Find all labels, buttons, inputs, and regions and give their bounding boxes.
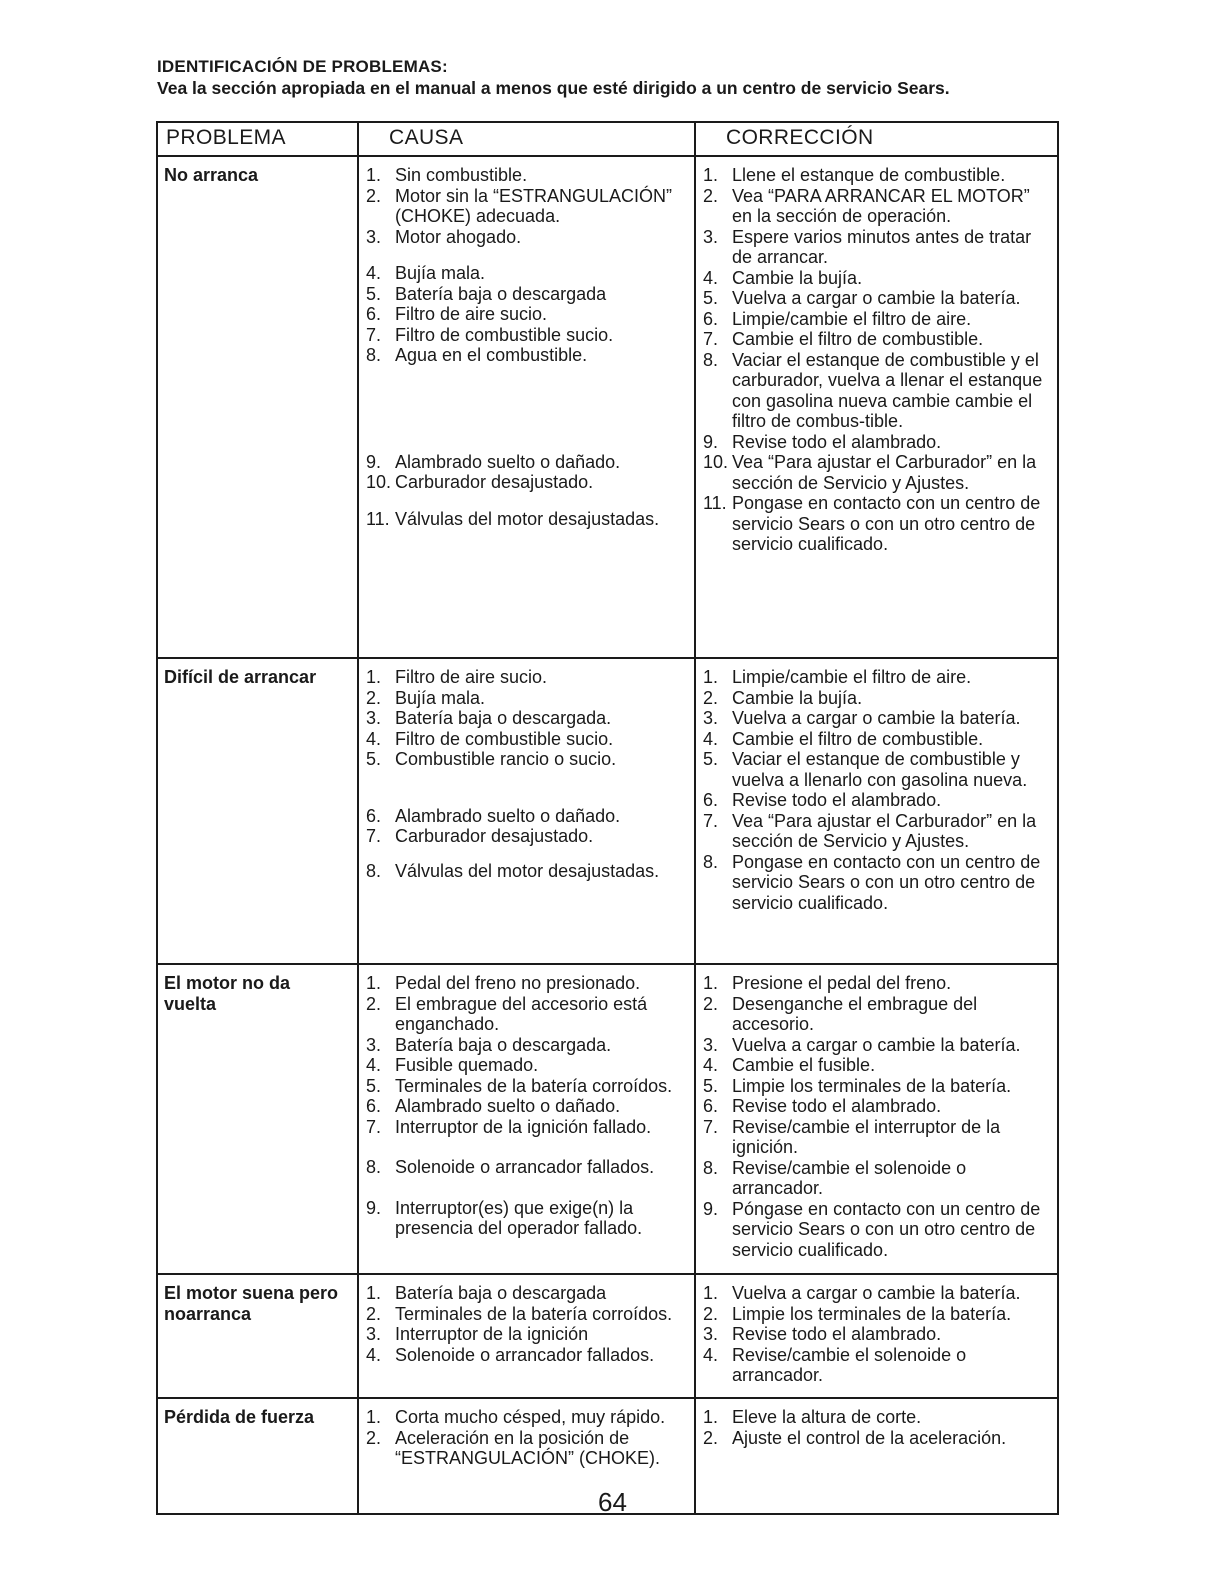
correction-item (703, 667, 1053, 688)
item-number: 7. (366, 826, 382, 846)
cause-item (366, 861, 690, 882)
item-text: Sin combustible. (395, 165, 528, 185)
item-text: Revise/cambie el solenoide o arrancador. (732, 1157, 967, 1198)
item-number: 9. (703, 1198, 719, 1219)
item-text: Motor sin la “ESTRANGULACIÓN” (CHOKE) adecuada. (395, 185, 673, 226)
cause-item (366, 1157, 690, 1178)
item-text: Limpie/cambie el filtro de aire. (732, 667, 972, 687)
item-number: 3. (366, 226, 382, 247)
correction-item (703, 1158, 1053, 1199)
item-number: 1. (703, 1407, 719, 1427)
item-text: Desenganche el embrague del accesorio. (732, 993, 978, 1034)
cause-cell (358, 1274, 695, 1398)
item-number: 9. (703, 431, 719, 452)
correction-item (703, 227, 1053, 268)
correction-item (703, 1283, 1053, 1304)
item-number: 5. (366, 1075, 382, 1096)
item-number: 11. (366, 508, 390, 529)
correction-item (703, 1428, 1053, 1449)
column-header-cause: CAUSA (358, 122, 695, 156)
item-text: Revise/cambie el solenoide o arrancador. (732, 1344, 967, 1385)
item-text: Fusible quemado. (395, 1055, 539, 1075)
cause-item (366, 806, 690, 827)
table-header-row (157, 122, 1058, 156)
cause-item (366, 284, 690, 305)
item-number: 6. (366, 1096, 382, 1116)
correction-item (703, 1304, 1053, 1325)
correction-item (703, 994, 1053, 1035)
problem-label: Difícil de arrancar (164, 667, 317, 687)
item-text: Válvulas del motor desajustadas. (395, 508, 660, 529)
item-text: Filtro de combustible sucio. (395, 728, 614, 749)
cause-item (366, 1345, 690, 1366)
cause-cell (358, 964, 695, 1274)
item-text: Interruptor de la ignición (395, 1324, 589, 1344)
item-text: Cambie la bujía. (732, 687, 863, 708)
item-text: El embrague del accesorio está enganchado. (395, 993, 648, 1034)
cause-item (366, 994, 690, 1035)
item-text: Vuelva a cargar o cambie la batería. (732, 1283, 1021, 1303)
item-text: Interruptor de la ignición fallado. (395, 1116, 652, 1137)
correction-item (703, 432, 1053, 453)
cause-cell (358, 658, 695, 964)
cause-item (366, 1407, 690, 1428)
item-number: 2. (703, 1427, 719, 1448)
cause-cell (358, 156, 695, 658)
correction-cell (695, 658, 1058, 964)
item-text: Cambie el filtro de combustible. (732, 329, 984, 349)
correction-cell (695, 156, 1058, 658)
item-number: 2. (366, 185, 382, 206)
item-text: Vea “Para ajustar el Carburador” en la sección de Servicio y Ajustes. (732, 810, 1037, 851)
correction-item (703, 1076, 1053, 1097)
item-number: 4. (366, 1344, 382, 1365)
item-number: 6. (703, 1096, 719, 1116)
item-text: Pedal del freno no presionado. (395, 973, 641, 993)
problem-label: No arranca (164, 165, 259, 185)
item-number: 2. (703, 1303, 719, 1324)
cause-item (366, 749, 690, 770)
item-text: Limpie/cambie el filtro de aire. (732, 308, 972, 329)
item-number: 7. (703, 329, 719, 349)
item-number: 3. (703, 1324, 719, 1344)
correction-cell (695, 1274, 1058, 1398)
problem-cell (157, 658, 358, 964)
item-number: 3. (366, 1034, 382, 1055)
item-number: 6. (366, 304, 382, 324)
item-number: 8. (703, 349, 719, 370)
item-number: 7. (703, 810, 719, 831)
item-text: Vaciar el estanque de combustible y vuelva a llenarlo con gasolina nueva. (732, 749, 1028, 790)
item-number: 9. (366, 1197, 382, 1218)
item-text: Alambrado suelto o dañado. (395, 451, 621, 472)
item-number: 7. (366, 324, 382, 345)
item-number: 1. (366, 1283, 382, 1303)
item-number: 2. (366, 1427, 382, 1448)
page-number: 64 (598, 1487, 627, 1517)
page-header (157, 57, 1157, 99)
correction-item (703, 1324, 1053, 1345)
cause-item (366, 1198, 690, 1239)
item-text: Agua en el combustible. (395, 345, 588, 365)
correction-item (703, 186, 1053, 227)
correction-item (703, 729, 1053, 750)
cause-item (366, 472, 690, 493)
table-row (157, 156, 1058, 658)
item-number: 10. (703, 452, 729, 472)
cause-item (366, 227, 690, 248)
item-text: Motor ahogado. (395, 226, 522, 247)
cause-item (366, 345, 690, 366)
item-text: Vea “PARA ARRANCAR EL MOTOR” en la sección de operación. (732, 185, 1030, 226)
correction-item (703, 288, 1053, 309)
cause-item (366, 325, 690, 346)
item-number: 3. (703, 708, 719, 728)
item-text: Combustible rancio o sucio. (395, 749, 617, 769)
item-text: Cambie el fusible. (732, 1055, 876, 1075)
item-text: Eleve la altura de corte. (732, 1407, 922, 1427)
item-text: Llene el estanque de combustible. (732, 165, 1006, 185)
cause-item (366, 1428, 690, 1469)
correction-item (703, 688, 1053, 709)
item-number: 5. (703, 749, 719, 769)
item-text: Presione el pedal del freno. (732, 973, 952, 993)
cause-item (366, 1324, 690, 1345)
item-text: Revise todo el alambrado. (732, 1324, 942, 1344)
problem-label: El motor suena pero noarranca (164, 1283, 339, 1324)
correction-item (703, 1407, 1053, 1428)
item-text: Alambrado suelto o dañado. (395, 805, 621, 826)
item-number: 2. (703, 185, 719, 206)
correction-item (703, 309, 1053, 330)
item-text: Vuelva a cargar o cambie la batería. (732, 1034, 1021, 1055)
problem-cell (157, 156, 358, 658)
item-number: 2. (703, 993, 719, 1014)
item-text: Alambrado suelto o dañado. (395, 1096, 621, 1116)
item-text: Aceleración en la posición de “ESTRANGULACIÓN” (CHOKE). (395, 1427, 661, 1468)
correction-item (703, 1117, 1053, 1158)
item-number: 1. (703, 667, 719, 687)
cause-item (366, 1304, 690, 1325)
item-number: 8. (366, 1157, 382, 1177)
problem-label: El motor no da vuelta (164, 973, 290, 1014)
item-text: Bujía mala. (395, 263, 486, 283)
item-text: Cambie la bujía. (732, 267, 863, 288)
correction-item (703, 973, 1053, 994)
cause-item (366, 452, 690, 473)
item-text: Carburador desajustado. (395, 826, 594, 846)
cause-item (366, 1117, 690, 1138)
correction-item (703, 1096, 1053, 1117)
cause-item (366, 688, 690, 709)
correction-item (703, 749, 1053, 790)
item-text: Vuelva a cargar o cambie la batería. (732, 708, 1021, 728)
item-text: Pongase en contacto con un centro de servicio Sears o con un otro centro de servicio cualificado. (732, 493, 1041, 554)
item-text: Válvulas del motor desajustadas. (395, 860, 660, 881)
item-number: 5. (703, 1075, 719, 1096)
item-number: 4. (703, 1344, 719, 1365)
correction-item (703, 452, 1053, 493)
item-number: 8. (703, 851, 719, 872)
problem-label: Pérdida de fuerza (164, 1407, 315, 1427)
item-text: Limpie los terminales de la batería. (732, 1075, 1012, 1096)
cause-item (366, 1076, 690, 1097)
item-number: 10. (366, 472, 392, 492)
item-text: Revise todo el alambrado. (732, 790, 942, 810)
correction-item (703, 329, 1053, 350)
cause-item (366, 186, 690, 227)
item-number: 2. (366, 993, 382, 1014)
item-text: Espere varios minutos antes de tratar de arrancar. (732, 226, 1032, 267)
item-text: Cambie el filtro de combustible. (732, 728, 984, 749)
item-text: Bujía mala. (395, 687, 486, 708)
item-number: 7. (366, 1116, 382, 1137)
correction-cell (695, 964, 1058, 1274)
item-text: Filtro de aire sucio. (395, 304, 548, 324)
item-text: Solenoide o arrancador fallados. (395, 1157, 655, 1177)
item-text: Vea “Para ajustar el Carburador” en la sección de Servicio y Ajustes. (732, 452, 1037, 493)
item-number: 1. (366, 1407, 382, 1427)
item-number: 5. (703, 288, 719, 308)
correction-item (703, 1345, 1053, 1386)
cause-item (366, 1035, 690, 1056)
cause-item (366, 1283, 690, 1304)
cause-item (366, 729, 690, 750)
item-text: Vaciar el estanque de combustible y el carburador, vuelva a llenar el estanque con gasolina nueva cambie cambie el filtro de combus-tible. (732, 349, 1043, 431)
item-text: Batería baja o descargada (395, 283, 607, 304)
item-number: 3. (366, 1324, 382, 1344)
table-row (157, 658, 1058, 964)
item-number: 4. (366, 728, 382, 749)
item-text: Póngase en contacto con un centro de servicio Sears o con un otro centro de servicio cualificado. (732, 1198, 1041, 1260)
item-text: Batería baja o descargada. (395, 1034, 612, 1055)
problem-cell (157, 1274, 358, 1398)
item-number: 11. (703, 493, 727, 513)
item-text: Terminales de la batería corroídos. (395, 1303, 673, 1324)
correction-item (703, 790, 1053, 811)
item-number: 7. (703, 1116, 719, 1137)
item-text: Vuelva a cargar o cambie la batería. (732, 288, 1021, 308)
item-text: Filtro de combustible sucio. (395, 324, 614, 345)
section-title: IDENTIFICACIÓN DE PROBLEMAS: (157, 57, 448, 76)
table-row (157, 964, 1058, 1274)
cause-item (366, 1096, 690, 1117)
cause-item (366, 263, 690, 284)
item-number: 8. (703, 1157, 719, 1178)
item-number: 6. (366, 805, 382, 826)
correction-item (703, 493, 1053, 555)
correction-item (703, 165, 1053, 186)
section-subtitle: Vea la sección apropiada en el manual a menos que esté dirigido a un centro de servicio Sears. (157, 78, 950, 98)
cause-item (366, 826, 690, 847)
item-number: 1. (703, 165, 719, 185)
troubleshooting-table (156, 121, 1059, 1515)
item-number: 3. (703, 1034, 719, 1055)
item-number: 9. (366, 451, 382, 472)
cause-item (366, 1055, 690, 1076)
item-number: 4. (703, 1055, 719, 1075)
correction-item (703, 852, 1053, 914)
correction-item (703, 1035, 1053, 1056)
item-text: Terminales de la batería corroídos. (395, 1075, 673, 1096)
cause-item (366, 973, 690, 994)
column-header-problem: PROBLEMA (157, 122, 358, 156)
item-number: 4. (366, 1055, 382, 1075)
cause-item (366, 165, 690, 186)
item-number: 2. (703, 687, 719, 708)
item-number: 4. (366, 263, 382, 283)
item-number: 2. (366, 687, 382, 708)
item-number: 4. (703, 728, 719, 749)
item-text: Batería baja o descargada. (395, 708, 612, 728)
item-text: Interruptor(es) que exige(n) la presencia del operador fallado. (395, 1197, 643, 1238)
item-text: Corta mucho césped, muy rápido. (395, 1407, 666, 1427)
correction-item (703, 811, 1053, 852)
item-text: Batería baja o descargada (395, 1283, 607, 1303)
item-number: 1. (366, 667, 382, 687)
item-text: Pongase en contacto con un centro de servicio Sears o con un otro centro de servicio cualificado. (732, 851, 1041, 913)
item-number: 1. (703, 973, 719, 993)
problem-cell (157, 964, 358, 1274)
item-text: Limpie los terminales de la batería. (732, 1303, 1012, 1324)
correction-item (703, 268, 1053, 289)
item-number: 8. (366, 860, 382, 881)
correction-item (703, 350, 1053, 432)
cause-item (366, 509, 690, 530)
correction-item (703, 1199, 1053, 1261)
correction-item (703, 1055, 1053, 1076)
item-number: 8. (366, 345, 382, 365)
cause-item (366, 304, 690, 325)
item-text: Filtro de aire sucio. (395, 667, 548, 687)
item-number: 5. (366, 749, 382, 769)
item-number: 6. (703, 308, 719, 329)
item-number: 3. (703, 226, 719, 247)
cause-item (366, 708, 690, 729)
table-row (157, 1274, 1058, 1398)
correction-item (703, 708, 1053, 729)
item-number: 1. (366, 165, 382, 185)
item-number: 3. (366, 708, 382, 728)
column-header-correction: CORRECCIÓN (695, 122, 1058, 156)
item-text: Revise todo el alambrado. (732, 1096, 942, 1116)
cause-item (366, 667, 690, 688)
item-text: Revise/cambie el interruptor de la ignición. (732, 1116, 1001, 1157)
item-text: Carburador desajustado. (395, 472, 594, 492)
item-number: 5. (366, 283, 382, 304)
item-number: 6. (703, 790, 719, 810)
item-number: 4. (703, 267, 719, 288)
item-text: Revise todo el alambrado. (732, 431, 942, 452)
item-number: 1. (703, 1283, 719, 1303)
item-number: 2. (366, 1303, 382, 1324)
item-text: Ajuste el control de la aceleración. (732, 1427, 1007, 1448)
item-text: Solenoide o arrancador fallados. (395, 1344, 655, 1365)
item-number: 1. (366, 973, 382, 993)
